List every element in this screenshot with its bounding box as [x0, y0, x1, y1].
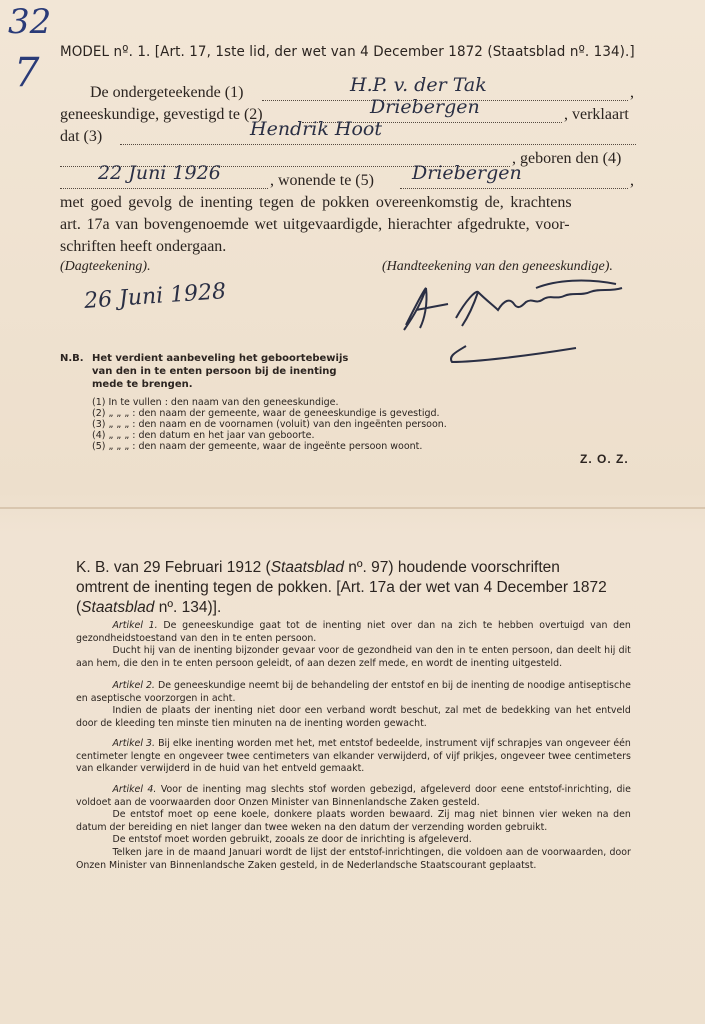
article-text: De geneeskundige neemt bij de behandeling der entstof en bij de inenting de noodige antiseptische en aseptische voorzorgen in acht.: [76, 680, 631, 704]
signature-caption: (Handteekening van den geneeskundige).: [382, 259, 613, 274]
nb-line-3: mede te brengen.: [92, 379, 193, 390]
established-label: geneeskundige, gevestigd te (2): [60, 106, 263, 123]
article-title: Artikel 3.: [112, 738, 155, 749]
nb-line-1: Het verdient aanbeveling het geboortebewijs: [92, 353, 349, 364]
article-text: Indien de plaats der inenting niet door een verband wordt beschut, zal met de bedekking van het entveld door de kleeding ten minste tien minuten na de inenting worden gewacht.: [76, 705, 631, 729]
undersigned-label: De ondergeteekende (1): [90, 84, 244, 101]
field-line: [120, 144, 636, 145]
footnote-3: (3) „ „ „ : den naam en de voornamen (voluit) van den ingeënten persoon.: [92, 419, 447, 430]
article-3: [76, 738, 631, 776]
that-label: dat (3): [60, 128, 103, 145]
heading-text: nº. 134)].: [154, 599, 222, 616]
heading-text: K. B. van 29 Februari 1912 (: [76, 559, 271, 576]
declares-label: , verklaart: [564, 106, 629, 123]
section-heading-line-2: omtrent de inenting tegen de pokken. [Art. 17a der wet van 4 December 1872: [76, 579, 607, 596]
doctor-signature: [386, 270, 646, 370]
field-line: [60, 188, 268, 189]
article-text: De entstof moet op eene koele, donkere plaats worden bewaard. Zij mag niet binnen vier weken na den datum der bereiding en niet langer dan twee weken na den datum der verzending worden gebruikt.: [76, 809, 631, 833]
article-text: De entstof moet worden gebruikt, zooals ze door de inrichting is afgeleverd.: [112, 834, 472, 846]
form-title: [60, 44, 635, 60]
vaccinated-person-field: Hendrik Hoot: [250, 118, 383, 140]
fold-line: [0, 507, 705, 509]
heading-italic: Staatsblad: [81, 599, 155, 616]
doctor-place-field: Driebergen: [370, 96, 480, 118]
heading-text: nº. 97) houdende voorschriften: [343, 559, 560, 576]
article-text: Bij elke inenting worden met het, met entstof bedeelde, instrument vijf schrapjes van ongeveer één centimeter lengte en ongeveer twee centimeters van elkander verwijderd, of vijf prikjes, ongeveer twee centimeters van elkander verwijderd in de huid van het entveld gemaakt.: [76, 738, 631, 775]
article-2: [76, 680, 631, 730]
body-line-1: met goed gevolg de inenting tegen de pokken overeenkomstig de, krachtens: [60, 194, 572, 211]
born-label: , geboren den (4): [512, 150, 622, 167]
residing-label: , wonende te (5): [270, 172, 374, 189]
handwritten-date: 26 Juni 1928: [83, 279, 227, 314]
nb-label: N.B.: [60, 353, 84, 364]
footnote-1: (1) In te vullen : den naam van den geneeskundige.: [92, 397, 339, 408]
footnote-5: (5) „ „ „ : den naam der gemeente, waar de ingeënte persoon woont.: [92, 441, 423, 452]
article-4: [76, 784, 631, 872]
zoz-mark: Z. O. Z.: [580, 452, 629, 466]
comma: ,: [630, 172, 634, 189]
footnote-2: (2) „ „ „ : den naam der gemeente, waar de geneeskundige is gevestigd.: [92, 408, 440, 419]
body-line-3: schriften heeft ondergaan.: [60, 238, 227, 255]
date-caption: (Dagteekening).: [60, 259, 151, 274]
section-heading-line-1: [76, 558, 560, 578]
article-text: Ducht hij van de inenting bijzonder gevaar voor de gezondheid van den in te enten persoon, dan deelt hij dit aan hem, die den in te enten persoon geleidt, of aan dezen zelf mede, en wordt de inenting uitgesteld.: [76, 645, 631, 669]
article-text: Telken jare in de maand Januari wordt de lijst der entstof-inrichtingen, die voldoen aan de voorwaarden, door Onzen Minister van Binnenlandsche Zaken gesteld, in de Nederlandsche Staatscourant geplaatst.: [76, 846, 631, 871]
archive-number-bottom: 7: [14, 50, 40, 96]
heading-text: (: [76, 599, 82, 616]
article-title: Artikel 1.: [112, 620, 158, 631]
heading-italic: Staatsblad: [270, 559, 344, 576]
body-line-2: art. 17a van bovengenoemde wet uitgevaardigde, hierachter afgedrukte, voor-: [60, 216, 570, 233]
archive-number-top: 32: [8, 2, 52, 42]
field-line: [400, 188, 628, 189]
model-label: MODEL nº. 1.: [60, 44, 151, 60]
article-text: Voor de inenting mag slechts stof worden gebezigd, afgeleverd door eene entstof-inrichting, die voldoet aan de voorwaarden door Onzen Minister van Binnenlandsche Zaken gesteld.: [76, 784, 631, 808]
nb-line-2: van den in te enten persoon bij de inenting: [92, 366, 337, 377]
footnote-4: (4) „ „ „ : den datum en het jaar van geboorte.: [92, 430, 315, 441]
doctor-name-field: H.P. v. der Tak: [350, 74, 487, 96]
article-title: Artikel 2.: [112, 680, 155, 691]
comma: ,: [630, 84, 634, 101]
residence-field: Driebergen: [412, 162, 522, 184]
section-heading-line-3: [76, 598, 221, 618]
article-title: Artikel 4.: [112, 784, 157, 795]
birth-date-field: 22 Juni 1926: [98, 162, 221, 184]
article-text: De geneeskundige gaat tot de inenting niet over dan na zich te hebben overtuigd van den gezondheidstoestand van den in te enten persoon.: [76, 620, 631, 644]
article-1: [76, 620, 631, 670]
article-reference: [Art. 17, 1ste lid, der wet van 4 December 1872 (Staatsblad nº. 134).]: [154, 44, 635, 60]
